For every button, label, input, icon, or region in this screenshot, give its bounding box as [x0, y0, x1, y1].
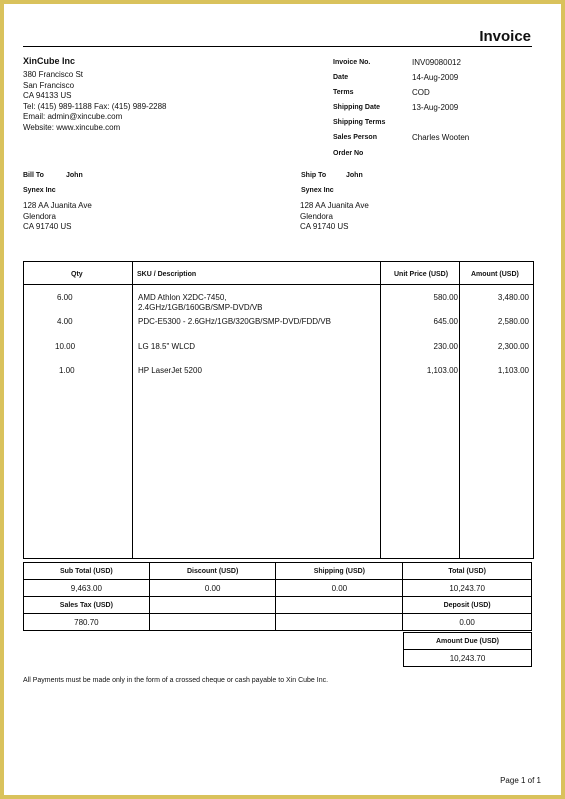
- invoice-page: [4, 4, 561, 795]
- shipping-date-label: Shipping Date: [333, 104, 381, 111]
- total-label: Total (USD): [403, 563, 532, 580]
- row-4-qty: 1.00: [59, 366, 75, 375]
- deposit-label: Deposit (USD): [403, 597, 532, 614]
- shipping-date-value: 13-Aug-2009: [412, 103, 459, 112]
- ship-to-contact: John: [346, 172, 363, 179]
- header-description: SKU / Description: [137, 271, 197, 278]
- company-name: XinCube Inc: [23, 56, 76, 66]
- row-3-desc-line1: LG 18.5" WLCD: [138, 342, 196, 351]
- row-1-qty: 6.00: [57, 293, 73, 302]
- shipping-label: Shipping (USD): [276, 563, 403, 580]
- row-4-unit-price: 1,103.00: [426, 366, 458, 375]
- invoice-no-value: INV09080012: [412, 58, 461, 67]
- row-1-desc-line1: AMD Athlon X2DC-7450,: [138, 293, 227, 302]
- amount-due-table: [403, 632, 532, 667]
- bill-to-address: [23, 201, 92, 233]
- company-address-line: 380 Francisco St: [23, 70, 84, 79]
- amount-due-label: Amount Due (USD): [404, 633, 532, 650]
- header-qty: Qty: [71, 271, 83, 278]
- payment-note: All Payments must be made only in the form of a crossed cheque or cash payable to Xin Cube Inc.: [23, 677, 329, 684]
- empty-cell: [149, 614, 276, 631]
- company-address-line: San Francisco: [23, 80, 75, 90]
- row-1-unit-price: 580.00: [433, 293, 458, 302]
- bill-to-label: Bill To: [23, 172, 44, 179]
- bill-to-company: Synex Inc: [23, 187, 56, 194]
- column-divider: [132, 262, 133, 558]
- total-value: 10,243.70: [403, 580, 532, 597]
- ship-to-address: [300, 201, 369, 233]
- ship-to-label: Ship To: [301, 172, 327, 179]
- row-3-unit-price: 230.00: [433, 342, 458, 351]
- empty-cell: [276, 614, 403, 631]
- company-email: Email: admin@xincube.com: [23, 112, 123, 121]
- shipping-value: 0.00: [276, 580, 403, 597]
- row-2-desc-line1: PDC-E5300 - 2.6GHz/1GB/320GB/SMP-DVD/FDD/VB: [138, 317, 331, 326]
- title-divider: [23, 46, 532, 47]
- empty-cell: [276, 597, 403, 614]
- terms-value: COD: [412, 88, 430, 97]
- subtotal-label: Sub Total (USD): [24, 563, 150, 580]
- terms-label: Terms: [333, 89, 354, 96]
- bill-to-address-line: Glendora: [23, 211, 56, 221]
- sales-tax-value: 780.70: [24, 614, 150, 631]
- ship-to-address-line: Glendora: [300, 211, 333, 221]
- amount-due-value: 10,243.70: [404, 650, 532, 667]
- row-2-unit-price: 645.00: [433, 317, 458, 326]
- ship-to-address-line: CA 91740 US: [300, 222, 349, 231]
- bill-to-address-line: 128 AA Juanita Ave: [23, 201, 92, 210]
- bill-to-address-line: CA 91740 US: [23, 222, 72, 231]
- page-number: Page 1 of 1: [500, 776, 541, 785]
- row-4-desc-line1: HP LaserJet 5200: [138, 366, 202, 375]
- empty-cell: [149, 597, 276, 614]
- row-2-amount: 2,580.00: [497, 317, 529, 326]
- column-divider: [459, 262, 460, 558]
- bill-to-contact: John: [66, 172, 83, 179]
- order-no-label: Order No: [333, 150, 364, 157]
- sales-tax-label: Sales Tax (USD): [24, 597, 150, 614]
- date-label: Date: [333, 74, 349, 81]
- company-address-line: CA 94133 US: [23, 91, 72, 100]
- date-value: 14-Aug-2009: [412, 73, 459, 82]
- header-amount: Amount (USD): [471, 271, 519, 278]
- row-3-amount: 2,300.00: [497, 342, 529, 351]
- header-divider: [24, 284, 533, 285]
- sales-person-label: Sales Person: [333, 134, 377, 141]
- deposit-value: 0.00: [403, 614, 532, 631]
- company-address: [23, 70, 167, 133]
- company-phone: Tel: (415) 989-1188 Fax: (415) 989-2288: [23, 101, 167, 111]
- row-4-amount: 1,103.00: [497, 366, 529, 375]
- invoice-no-label: Invoice No.: [333, 59, 371, 66]
- header-unit-price: Unit Price (USD): [394, 271, 449, 278]
- sales-person-value: Charles Wooten: [412, 133, 470, 142]
- row-1-amount: 3,480.00: [497, 293, 529, 302]
- row-3-qty: 10.00: [55, 342, 76, 351]
- discount-value: 0.00: [149, 580, 276, 597]
- shipping-terms-label: Shipping Terms: [333, 119, 386, 126]
- discount-label: Discount (USD): [149, 563, 276, 580]
- subtotal-value: 9,463.00: [24, 580, 150, 597]
- row-2-qty: 4.00: [57, 317, 73, 326]
- row-1-desc-line2: 2.4GHz/1GB/160GB/SMP-DVD/VB: [138, 303, 263, 312]
- ship-to-address-line: 128 AA Juanita Ave: [300, 201, 369, 210]
- invoice-title: Invoice: [479, 28, 531, 45]
- company-website: Website: www.xincube.com: [23, 122, 121, 132]
- summary-table: [23, 562, 532, 631]
- column-divider: [380, 262, 381, 558]
- line-items-table: [23, 261, 534, 559]
- ship-to-company: Synex Inc: [301, 187, 334, 194]
